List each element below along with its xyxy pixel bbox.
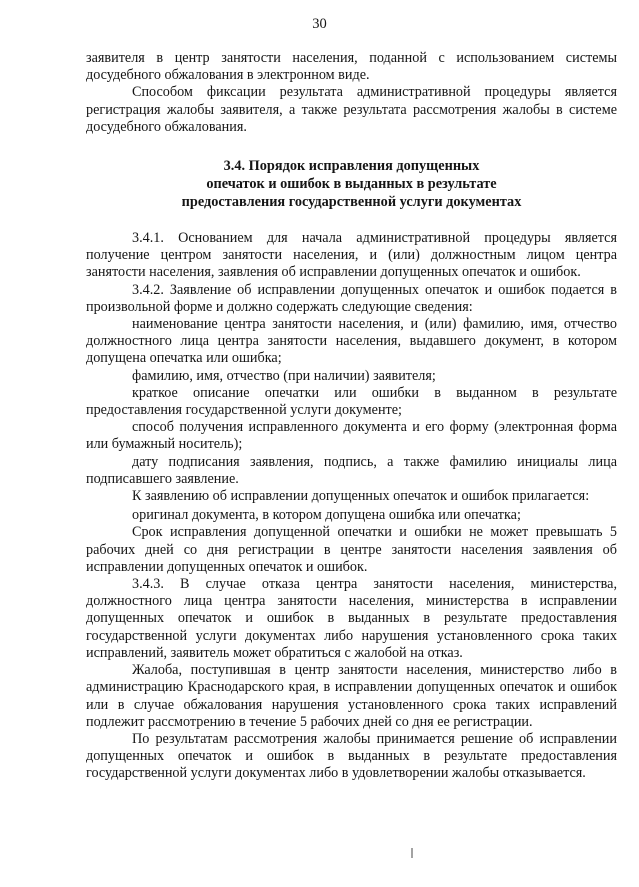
scan-artifact-mark: [411, 848, 413, 858]
paragraph-fixation-method: Способом фиксации результата административной процедуры является регистрация жалобы заявителя, а также результата рассмотрения жалобы в системе досудебного обжалования.: [86, 84, 617, 135]
section-heading: [86, 157, 617, 211]
paragraph-complaint-review: Жалоба, поступившая в центр занятости населения, министерство либо в администрацию Краснодарского края, в исправлении допущенных опечаток и ошибок или в случае обжалования нарушения установленного срока таких исправлений подлежит рассмотрению в течение 5 рабочих дней со дня ее регистрации.: [86, 662, 617, 730]
paragraph-attachments: К заявлению об исправлении допущенных опечаток и ошибок прилагается:: [132, 488, 590, 505]
list-item-applicant-name: фамилию, имя, отчество (при наличии) заявителя;: [132, 367, 436, 384]
page-number: 30: [312, 16, 327, 32]
list-item-error-description: краткое описание опечатки или ошибки в выданном в результате предоставления государственной услуги документе;: [86, 384, 617, 419]
paragraph-continuation: заявителя в центр занятости населения, поданной с использованием системы досудебного обжалования в электронном виде.: [86, 50, 617, 84]
paragraph-correction-deadline: Срок исправления допущенной опечатки и ошибки не может превышать 5 рабочих дней со дня регистрации в центре занятости населения заявления об исправлении допущенных опечаток и ошибок.: [86, 524, 617, 575]
paragraph-3-4-2: 3.4.2. Заявление об исправлении допущенных опечаток и ошибок подается в произвольной форме и должно содержать следующие сведения:: [86, 281, 617, 315]
paragraph-complaint-decision: По результатам рассмотрения жалобы принимается решение об исправлении допущенных опечаток и ошибок в выданных в результате предоставления государственной услуги документах либо в удовлетворении жалобы отказывается.: [86, 730, 617, 782]
document-body: [86, 50, 617, 783]
section-heading-line-2: опечаток и ошибок в выданных в результате: [206, 176, 497, 193]
list-item-original-document: оригинал документа, в котором допущена ошибка или опечатка;: [132, 507, 521, 524]
section-heading-line-1: 3.4. Порядок исправления допущенных: [223, 158, 480, 175]
section-heading-line-3: предоставления государственной услуги документах: [181, 194, 522, 211]
list-item-signature: дату подписания заявления, подпись, а также фамилию инициалы лица подписавшего заявление.: [86, 453, 617, 487]
paragraph-3-4-3: 3.4.3. В случае отказа центра занятости населения, министерства, должностного лица центра занятости населения, министерства в исправлении допущенных опечаток и ошибок в выданных в результате предоставления государственной услуги документах либо нарушения установленного срока таких исправлений, заявитель может обратиться с жалобой на отказ.: [86, 576, 617, 661]
paragraph-3-4-1: 3.4.1. Основанием для начала административной процедуры является получение центром занятости населения, и (или) должностным лицом центра занятости населения, заявления об исправлении допущенных опечаток и ошибок.: [86, 230, 617, 281]
list-item-delivery-method: способ получения исправленного документа и его форму (электронная форма или бумажный носитель);: [86, 419, 617, 453]
list-item-center-name: наименование центра занятости населения, и (или) фамилию, имя, отчество должностного лица центра занятости населения, выдавшего документ, в котором допущена опечатка или ошибка;: [86, 316, 617, 367]
